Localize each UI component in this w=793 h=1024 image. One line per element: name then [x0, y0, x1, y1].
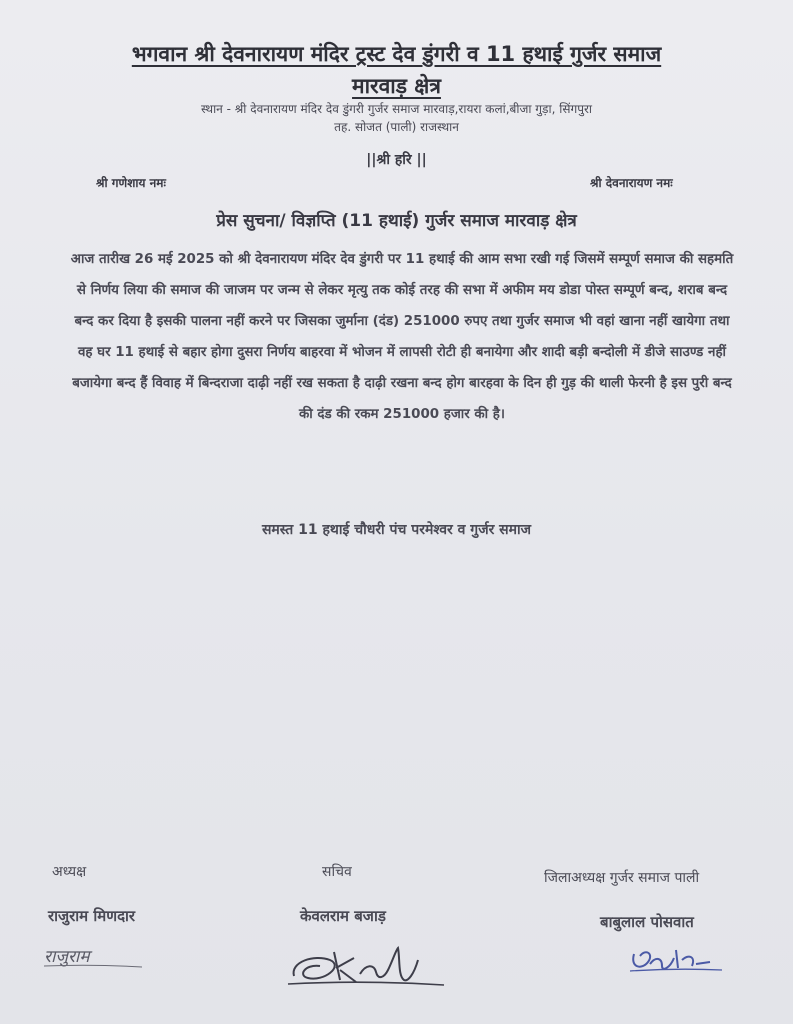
invocation-devnarayan: श्री देवनारायण नमः: [590, 176, 673, 190]
trust-title-line1: भगवान श्री देवनारायण मंदिर ट्रस्ट देव डुंगरी व 11 हथाई गुर्जर समाज: [131, 42, 662, 66]
signatory-title-secretary: सचिव: [322, 864, 352, 880]
trust-title-line2: मारवाड़ क्षेत्र: [352, 74, 441, 98]
signatory-title-president: अध्यक्ष: [52, 864, 87, 880]
signature-secretary: [284, 940, 454, 992]
shri-hari: ||श्री हरि ||: [366, 152, 427, 168]
press-notice-title: प्रेस सुचना/ विज्ञप्ति (11 हथाई) गुर्जर समाज मारवाड़ क्षेत्र: [216, 211, 577, 231]
signatory-name-secretary: केवलराम बजाड़: [300, 907, 386, 925]
invocation-ganesh: श्री गणेशाय नमः: [96, 176, 166, 190]
address-line2: तह. सोजत (पाली) राजस्थान: [334, 120, 459, 134]
signature-district-president: [626, 944, 726, 976]
signatory-name-district-president: बाबुलाल पोसवात: [600, 913, 694, 931]
notice-body: आज तारीख 26 मई 2025 को श्री देवनारायण मंदिर देव डुंगरी पर 11 हथाई की आम सभा रखी गई जिसमें सम्पूर्ण समाज की सहमति से निर्णय लिया की समाज की जाजम पर जन्म से लेकर मृत्यु तक कोई तरह की सभा में अफीम मय डोडा पोस्त सम्पूर्ण बन्द, शराब बन्द बन्द कर दिया है इसकी पालना नहीं करने पर जिसका जुर्माना (दंड) 251000 रुपए तथा गुर्जर समाज भी वहां खाना नहीं खायेगा तथा वह घर 11 हथाई से बहार होगा दुसरा निर्णय बाहरवा में भोजन में लापसी रोटी ही बनायेगा और शादी बड़ी बन्दोली में डीजे साउण्ड नहीं बजायेगा बन्द हैं विवाह में बिन्दराजा दाढ़ी नहीं रख सकता है दाढ़ी रखना बन्द होग बारहवा के दिन ही गुड़ की थाली फेरनी है इस पुरी बन्द की दंड की रकम 251000 हजार की है।: [70, 252, 734, 422]
signatory-title-district-president: जिलाअध्यक्ष गुर्जर समाज पाली: [544, 870, 700, 886]
signature-president: [42, 940, 152, 970]
address-line1: स्थान - श्री देवनारायण मंदिर देव डुंगरी गुर्जर समाज मारवाड़,रायरा कलां,बीजा गुड़ा, सिंगपुरा: [200, 102, 593, 116]
signatory-name-president: राजुराम मिणदार: [48, 907, 136, 925]
signature-president-text: राजुराम: [44, 947, 90, 967]
notice-closing: समस्त 11 हथाई चौधरी पंच परमेश्वर व गुर्जर समाज: [261, 522, 532, 538]
